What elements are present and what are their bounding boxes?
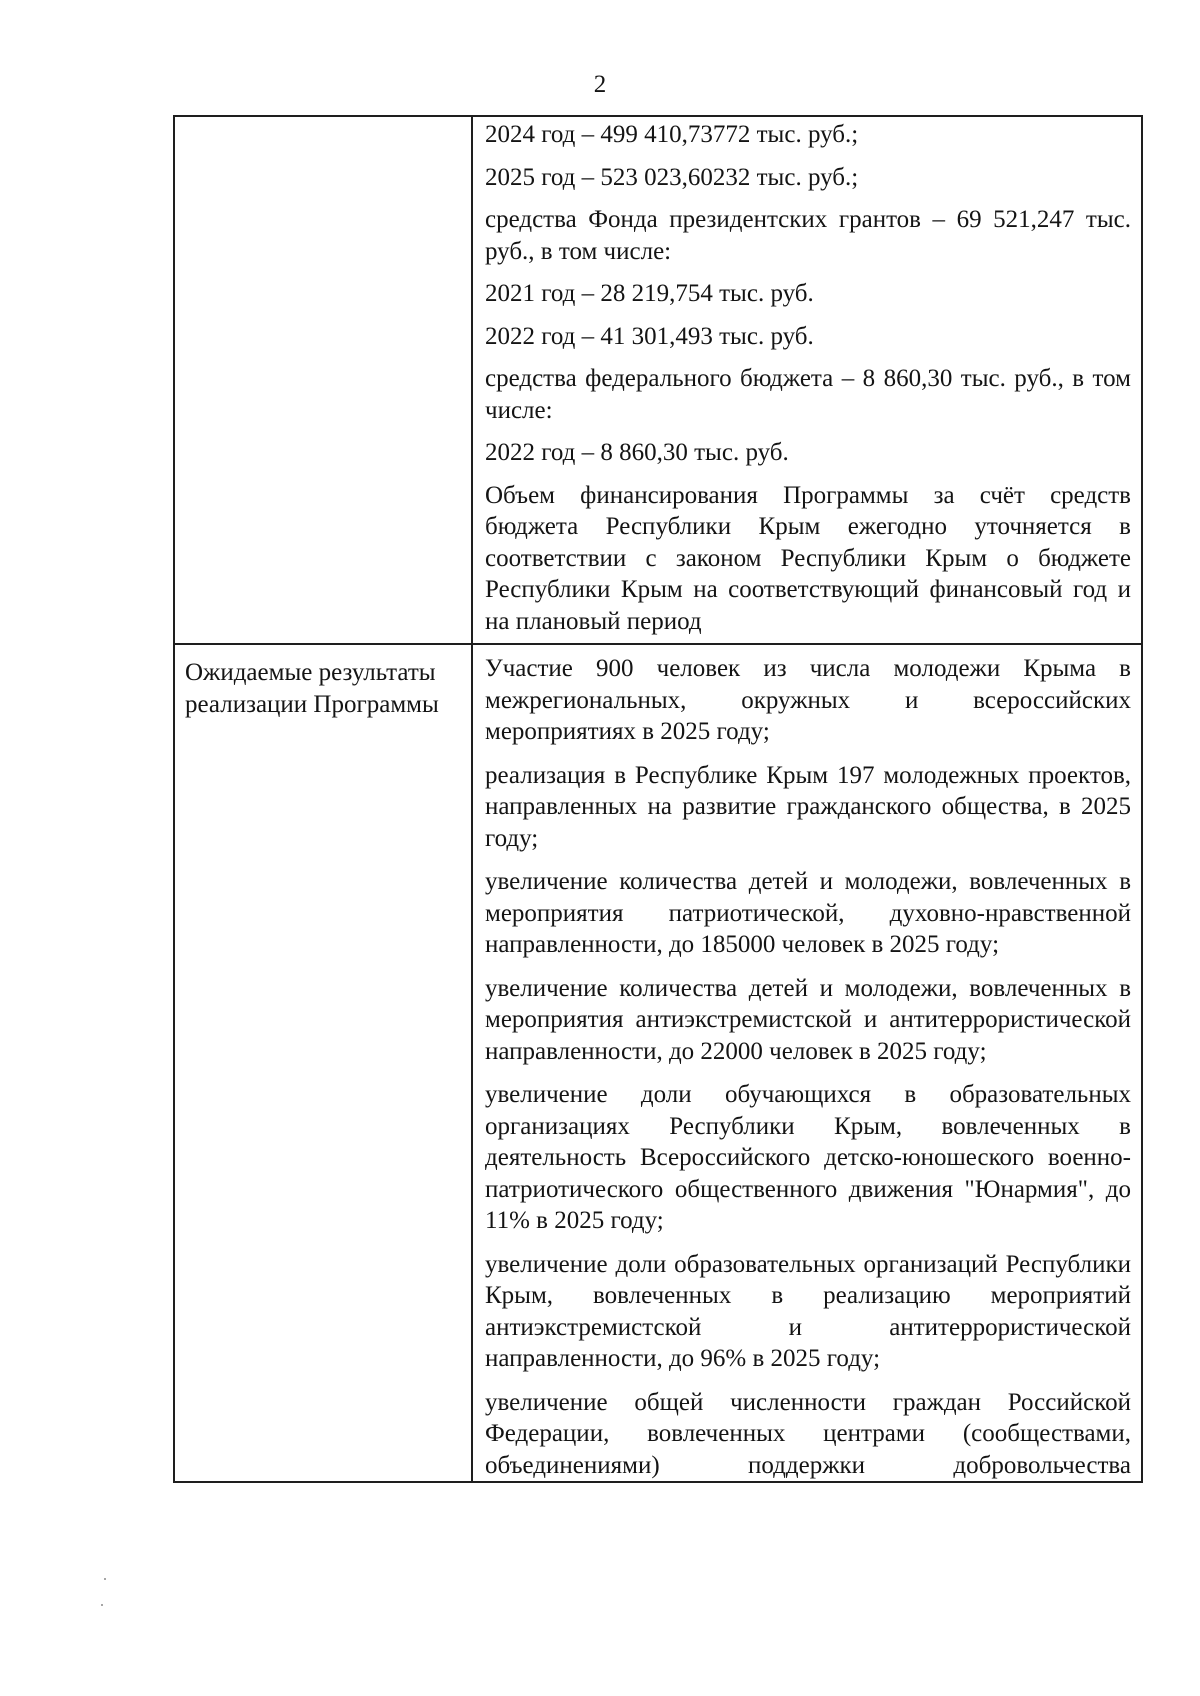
- program-passport-table: [173, 115, 1143, 1483]
- table-row-expected-results: [174, 644, 1142, 1482]
- financing-2024: 2024 год – 499 410,73772 тыс. руб.;: [485, 121, 859, 148]
- result-volunteering: увеличение общей численности граждан Российской Федерации, вовлеченных центрами (сообществами, объединениями) поддержки добровольчества: [485, 1388, 1131, 1479]
- scan-speck: [104, 1578, 106, 1580]
- financing-note: Объем финансирования Программы за счёт средств бюджета Республики Крым ежегодно уточняется в соответствии с законом Республики Крым о бюджете Республики Крым на соответствующий финансовый год и на плановый период: [485, 481, 1131, 635]
- scan-speck: [101, 1604, 103, 1606]
- result-participation: Участие 900 человек из числа молодежи Крыма в межрегиональных, окружных и всероссийских мероприятиях в 2025 году;: [485, 655, 1131, 745]
- presidential-grants-fund: средства Фонда президентских грантов – 69 521,247 тыс. руб., в том числе:: [485, 206, 1131, 265]
- row-label-financing: [175, 117, 471, 129]
- result-antiextremist-events: увеличение количества детей и молодежи, вовлеченных в мероприятия антиэкстремистской и антитеррористической направленности, до 22000 человек в 2025 году;: [485, 974, 1131, 1065]
- right-cell-financing: [472, 116, 1142, 644]
- result-organizations-share: увеличение доли образовательных организаций Республики Крым, вовлеченных в реализацию мероприятий антиэкстремистской и антитеррористической направленности, до 96% в 2025 году;: [485, 1250, 1131, 1372]
- result-patriotic-events: увеличение количества детей и молодежи, вовлеченных в мероприятия патриотической, духовно-нравственной направленности, до 185000 человек в 2025 году;: [485, 868, 1131, 958]
- left-cell-expected-results: [174, 644, 472, 1482]
- federal-budget: средства федерального бюджета – 8 860,30 тыс. руб., в том числе:: [485, 365, 1131, 424]
- result-youth-projects: реализация в Республике Крым 197 молодежных проектов, направленных на развитие гражданского общества, в 2025 году;: [485, 761, 1131, 852]
- grants-2021: 2021 год – 28 219,754 тыс. руб.: [485, 280, 814, 307]
- result-yunarmiya-share: увеличение доли обучающихся в образовательных организациях Республики Крым, вовлеченных в деятельность Всероссийского детско-юношеского военно-патриотического общественного движения "Юнармия", до 11% в 2025 году;: [485, 1081, 1131, 1234]
- financing-2025: 2025 год – 523 023,60232 тыс. руб.;: [485, 163, 859, 191]
- table-row-financing: [174, 116, 1142, 644]
- left-cell-empty: [174, 116, 472, 644]
- grants-2022: 2022 год – 41 301,493 тыс. руб.: [485, 322, 814, 350]
- page-number: 2: [593, 71, 607, 98]
- federal-2022: 2022 год – 8 860,30 тыс. руб.: [485, 439, 789, 466]
- right-cell-expected-results: [472, 644, 1142, 1482]
- row-label-expected-results: Ожидаемые результаты реализации Программы: [185, 659, 439, 718]
